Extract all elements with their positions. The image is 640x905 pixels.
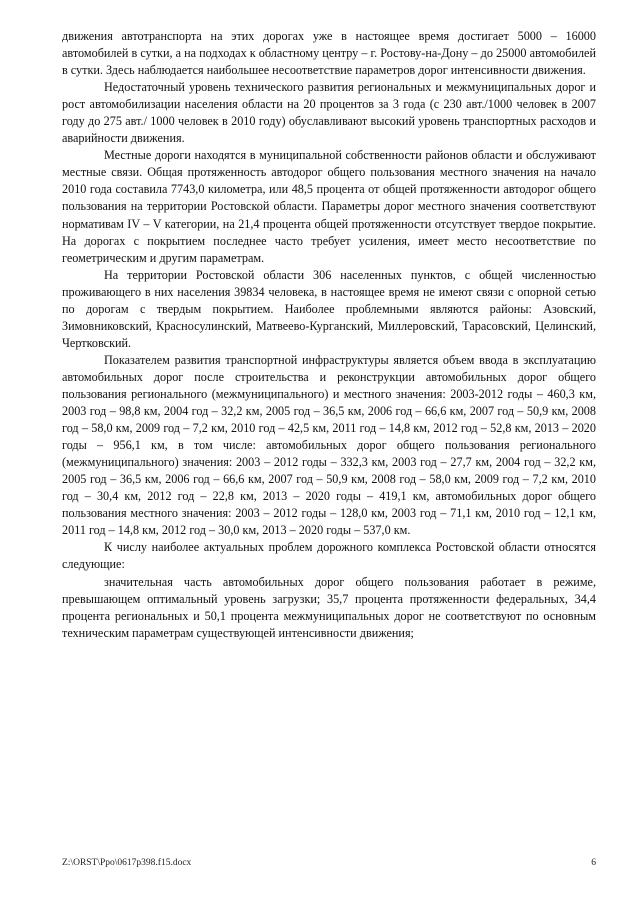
paragraph-settlements-without-roads: На территории Ростовской области 306 населенных пунктов, с общей численностью проживающего в них населения 39834 человека, в настоящее время не имеют связи с опорной сетью по дорогам с твердым покрытием. Наиболее проблемными являются районы: Азовский, Зимовниковский, Красносулинский, Матвеево-Курганский, Миллеровский, Тарасовский, Целинский, Чертковский. — [62, 267, 596, 350]
paragraph-local-roads: Местные дороги находятся в муниципальной собственности районов области и обслуживают местные связи. Общая протяженность автодорог общего пользования местного значения на начало 2010 года составила 7743,0 километра, или 48,5 процента от общей протяженности автодорог общего пользования на территории Ростовской области. Параметры дорог местного значения соответствуют нормативам IV – V категории, на 21,4 процента общей протяженности отсутствует твердое покрытие. На дорогах с покрытием последнее часто требует усиления, имеет место несоответствие по геометрическим и другим параметрам. — [62, 148, 596, 265]
paragraph-problems-intro: К числу наиболее актуальных проблем дорожного комплекса Ростовской области относятся следующие: — [62, 540, 596, 572]
paragraph-traffic-intensity: движения автотранспорта на этих дорогах уже в настоящее время достигает 5000 – 16000 автомобилей в сутки, а на подходах к областному центру – г. Ростову-на-Дону – до 25000 автомобилей в сутки. Здесь наблюдается наибольшее несоответствие параметров дорог интенсивности движения. — [62, 29, 596, 78]
footer-file-path: Z:\ORST\Ppo\0617p398.f15.docx — [62, 858, 192, 868]
paragraph-commissioning-volume: Показателем развития транспортной инфраструктуры является объем ввода в эксплуатацию автомобильных дорог после строительства и реконструкции автомобильных дорог общего пользования регионального (межмуниципального) и местного значения: 2003-2012 годы – 460,3 км, 2003 год – 98,8 км, 2004 год – 32,2 км, 2005 год – 36,5 км, 2006 год – 66,6 км, 2007 год – 50,9 км, 2008 год – 58,0 км, 2009 год – 7,2 км, 2010 год – 42,5 км, 2011 год – 14,8 км, 2012 год – 52,8 км, 2013 – 2020 годы – 956,1 км, в том числе: автомобильных дорог общего пользования регионального (межмуниципального) значения: 2003 – 2012 годы – 332,3 км, 2003 год – 27,7 км, 2004 год – 32,2 км, 2005 год – 36,5 км, 2006 год – 66,6 км, 2007 год – 50,9 км, 2008 год – 58,0 км, 2009 год – 7,2 км, 2010 год – 30,4 км, 2012 год – 22,8 км, 2013 – 2020 годы – 419,1 км, автомобильных дорог общего пользования местного значения: 2003 – 2012 годы – 128,0 км, 2003 год – 71,1 км, 2010 год – 12,1 км, 2011 год – 14,8 км, 2012 год – 30,0 км, 2013 – 2020 годы – 537,0 км. — [62, 352, 596, 538]
document-body — [62, 28, 596, 642]
page-number: 6 — [591, 858, 596, 868]
paragraph-road-development-level: Недостаточный уровень технического развития региональных и межмуниципальных дорог и рост автомобилизации населения области на 20 процентов за 3 года (с 230 авт./1000 человек в 2007 году до 275 авт./ 1000 человек в 2010 году) обуславливают высокий уровень транспортных расходов и аварийности движения. — [62, 80, 596, 146]
paragraph-road-load-problem: значительная часть автомобильных дорог общего пользования работает в режиме, превышающем оптимальный уровень загрузки; 35,7 процента протяженности федеральных, 34,4 процента региональных и 50,1 процента межмуниципальных дорог не соответствуют по основным техническим параметрам существующей интенсивности движения; — [62, 574, 596, 640]
